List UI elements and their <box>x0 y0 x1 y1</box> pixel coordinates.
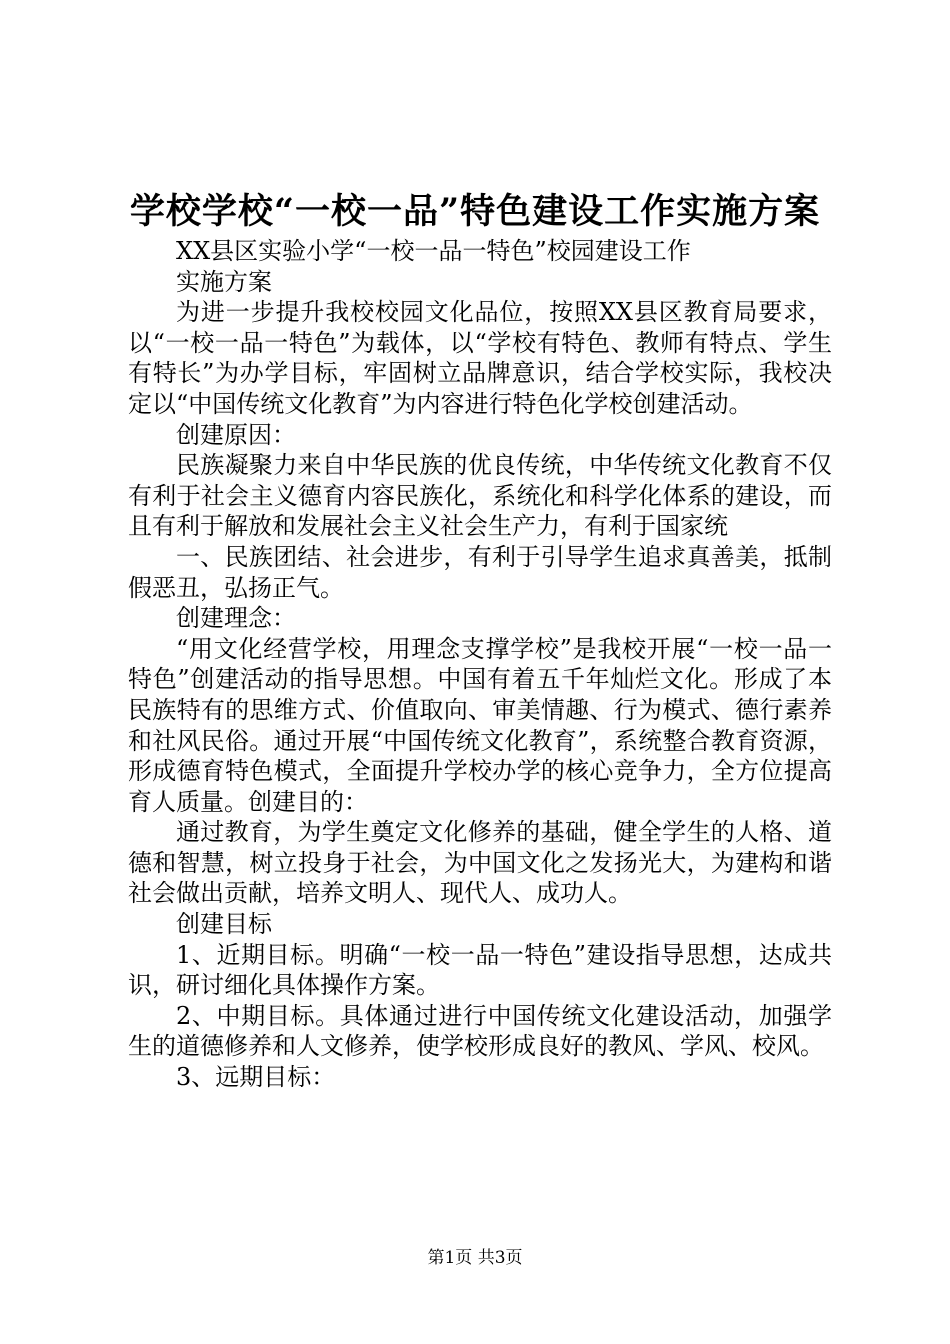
goal-short-term: 1、近期目标。明确“一校一品一特色”建设指导思想，达成共识，研讨细化具体操作方案。 <box>128 940 832 1000</box>
paragraph-intro: 为进一步提升我校校园文化品位，按照XX县区教育局要求，以“一校一品一特色”为载体，以“学校有特色、教师有特点、学生有特长”为办学目标，牢固树立品牌意识，结合学校实际，我校决定以“中国传统文化教育”为内容进行特色化学校创建活动。 <box>128 298 832 418</box>
goal-long-term: 3、远期目标： <box>176 1063 336 1092</box>
paragraph-concept: “用文化经营学校，用理念支撑学校”是我校开展“一校一品一特色”创建活动的指导思想。中国有着五千年灿烂文化。形成了本民族特有的思维方式、价值取向、审美情趣、行为模式、德行素养和社风民俗。通过开展“中国传统文化教育”，系统整合教育资源，形成德育特色模式，全面提升学校办学的核心竞争力，全方位提高育人质量。创建目的： <box>128 634 832 816</box>
page-footer: 第1页 共3页 <box>427 1248 523 1268</box>
goal-mid-term: 2、中期目标。具体通过进行中国传统文化建设活动，加强学生的道德修养和人文修养，使学校形成良好的教风、学风、校风。 <box>128 1001 832 1061</box>
document-title: 学校学校“一校一品”特色建设工作实施方案 <box>129 191 821 232</box>
subtitle-line-2: 实施方案 <box>176 267 272 296</box>
paragraph-reason-cont: 一、民族团结、社会进步，有利于引导学生追求真善美，抵制假恶丑，弘扬正气。 <box>128 542 832 602</box>
document-body <box>128 236 832 1093</box>
heading-concept: 创建理念： <box>176 604 296 633</box>
subtitle-line-1: XX县区实验小学“一校一品一特色”校园建设工作 <box>176 237 691 265</box>
paragraph-purpose: 通过教育，为学生奠定文化修养的基础，健全学生的人格、道德和智慧，树立投身于社会，为中国文化之发扬光大，为建构和谐社会做出贡献，培养文明人、现代人、成功人。 <box>128 818 832 908</box>
heading-goals: 创建目标 <box>176 910 272 939</box>
paragraph-reason: 民族凝聚力来自中华民族的优良传统，中华传统文化教育不仅有利于社会主义德育内容民族化，系统化和科学化体系的建设，而且有利于解放和发展社会主义社会生产力，有利于国家统 <box>128 451 832 541</box>
heading-reason: 创建原因： <box>176 420 296 449</box>
